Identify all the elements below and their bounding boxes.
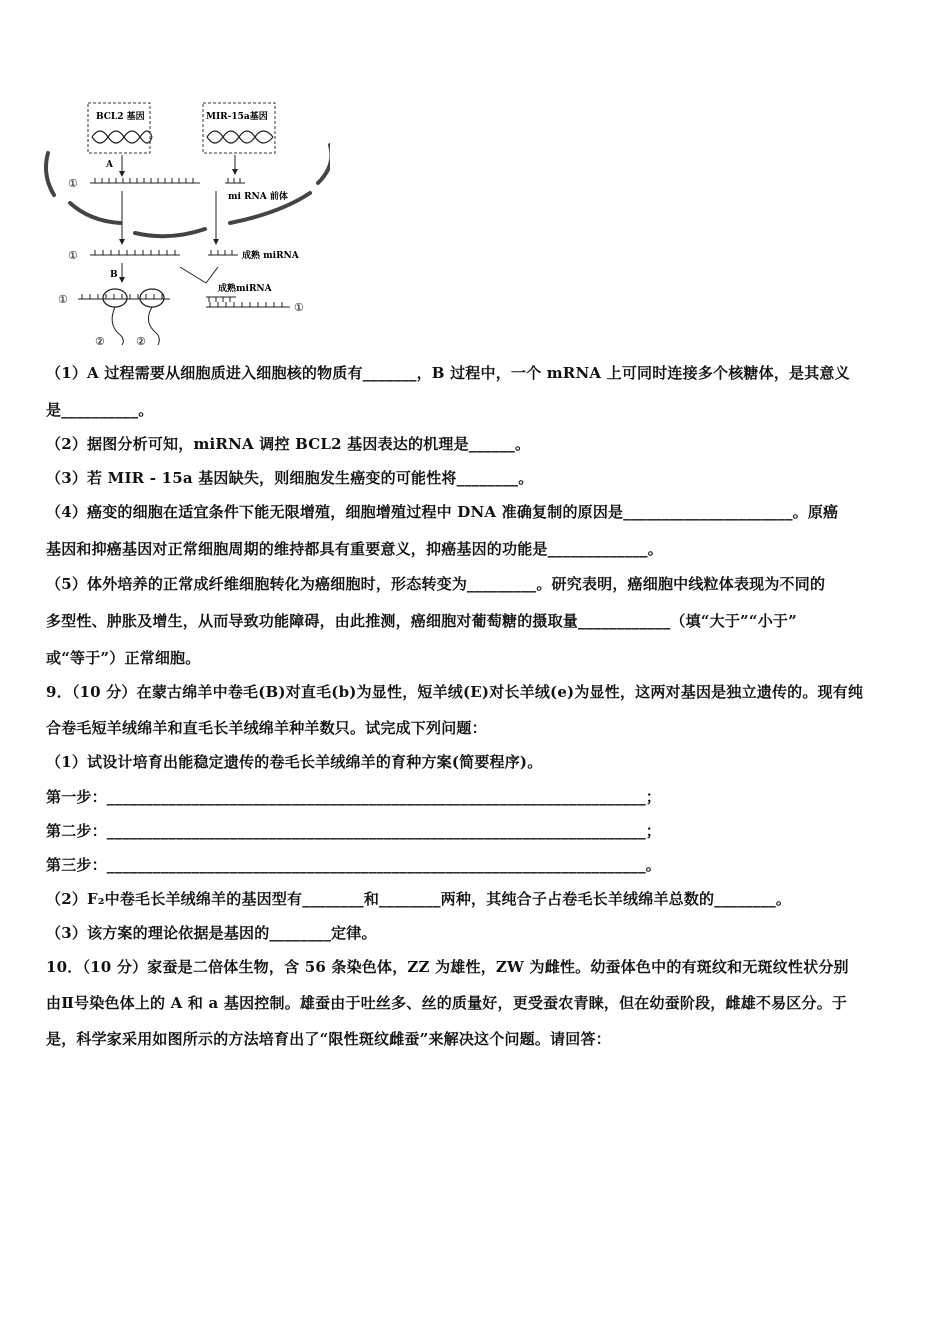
question-line: 10．（10 分）家蚕是二倍体生物，含 56 条染色体，ZZ 为雄性，ZW 为雌性。幼蚕体色中的有斑纹和无斑纹性状分别 — [46, 958, 849, 976]
question-line: （2）据图分析可知，miRNA 调控 BCL2 基因表达的机理是______。 — [46, 435, 531, 453]
question-line: （4）癌变的细胞在适宜条件下能无限增殖，细胞增殖过程中 DNA 准确复制的原因是______________________。原癌 — [46, 503, 839, 521]
mature-ticks-1 — [211, 250, 232, 255]
question-line: 或“等于”）正常细胞。 — [46, 649, 201, 667]
question-line: 第三步：______________________________________________________________________。 — [46, 856, 662, 874]
question-line: 由Ⅱ号染色体上的 A 和 a 基因控制。雄蚕由于吐丝多、丝的质量好，更受蚕农青睐，但在幼蚕阶段，雌雄不易区分。于 — [46, 994, 848, 1012]
question-line: 基因和抑癌基因对正常细胞周期的维持都具有重要意义，抑癌基因的功能是_____________。 — [46, 540, 663, 558]
question-line: 是，科学家采用如图所示的方法培育出了“限性斑纹雌蚕”来解决这个问题。请回答： — [46, 1030, 611, 1048]
mirna-precursor-label: mi RNA 前体 — [228, 192, 288, 202]
arrow-merge-right — [206, 267, 218, 283]
question-line: 合卷毛短羊绒绵羊和直毛长羊绒绵羊种羊数只。试完成下列问题： — [46, 719, 487, 737]
question-line: 第一步：______________________________________________________________________； — [46, 788, 662, 806]
question-line: （5）体外培养的正常成纤维细胞转化为癌细胞时，形态转变为_________。研究表明，癌细胞中线粒体表现为不同的 — [46, 575, 826, 593]
bcl2-gene-label: BCL2 基因 — [96, 112, 145, 122]
ribosome-2 — [140, 289, 164, 307]
question-line: （1）试设计培育出能稳定遗传的卷毛长羊绒绵羊的育种方案(简要程序)。 — [46, 753, 543, 771]
arrow-down-right-head — [213, 239, 219, 245]
question-line: 是__________。 — [46, 401, 154, 419]
diagram-svg — [40, 95, 330, 350]
precursor-ticks — [228, 178, 240, 183]
mir-gene-label: MIR-15a基因 — [206, 112, 268, 122]
label-B: B — [110, 270, 118, 280]
mir-dna-strand-2 — [207, 131, 273, 143]
marker-1b: ① — [68, 249, 78, 262]
peptide-chain-2 — [148, 307, 159, 345]
mature-ticks-2 — [209, 297, 230, 302]
ribosome-1 — [103, 289, 127, 307]
mrna-ticks-2 — [95, 250, 175, 255]
mir-gene-box — [203, 103, 275, 153]
nuclear-membrane-bottom — [135, 229, 205, 236]
question-line: （2）F₂中卷毛长羊绒绵羊的基因型有________和________两种，其纯合子占卷毛长羊绒绵羊总数的________。 — [46, 890, 792, 908]
nuclear-membrane-left — [46, 153, 54, 195]
question-line: （3）该方案的理论依据是基因的________定律。 — [46, 924, 377, 942]
label-A: A — [106, 160, 113, 170]
marker-1d: ① — [294, 301, 304, 314]
marker-1c: ① — [58, 293, 68, 306]
mrna-ticks-3 — [82, 294, 162, 299]
mature-mirna-label-2: 成熟miRNA — [218, 284, 272, 294]
question-line: 9．（10 分）在蒙古绵羊中卷毛(B)对直毛(b)为显性，短羊绒(E)对长羊绒(e)为显性，这两对基因是独立遗传的。现有纯 — [46, 683, 864, 701]
question-line: （1）A 过程需要从细胞质进入细胞核的物质有_______，B 过程中，一个 mRNA 上可同时连接多个核糖体，是其意义 — [46, 364, 850, 382]
arrow-A-head — [119, 171, 125, 177]
gene-expression-diagram — [40, 95, 330, 350]
nuclear-membrane-right — [318, 145, 330, 183]
marker-2b: ② — [136, 335, 146, 348]
mature-mirna-label-1: 成熟 miRNA — [242, 251, 299, 261]
arrow-mir-head — [232, 169, 238, 175]
question-line: 第二步：______________________________________________________________________； — [46, 822, 662, 840]
arrow-merge-left — [180, 267, 206, 283]
arrow-down-left-head — [119, 239, 125, 245]
peptide-chain-1 — [112, 307, 123, 345]
marker-1a: ① — [68, 177, 78, 190]
mir-dna-strand-1 — [207, 131, 273, 143]
target-mrna-ticks — [210, 302, 282, 307]
mrna-ticks-1 — [95, 178, 193, 183]
question-line: （3）若 MIR - 15a 基因缺失，则细胞发生癌变的可能性将________。 — [46, 469, 534, 487]
marker-2a: ② — [95, 335, 105, 348]
arrow-B-head — [119, 277, 125, 283]
bcl2-gene-box — [88, 103, 150, 153]
question-line: 多型性、肿胀及增生，从而导致功能障碍，由此推测，癌细胞对葡萄糖的摄取量____________（填“大于”“小于” — [46, 612, 797, 630]
nuclear-membrane-bottom-left — [70, 203, 120, 223]
